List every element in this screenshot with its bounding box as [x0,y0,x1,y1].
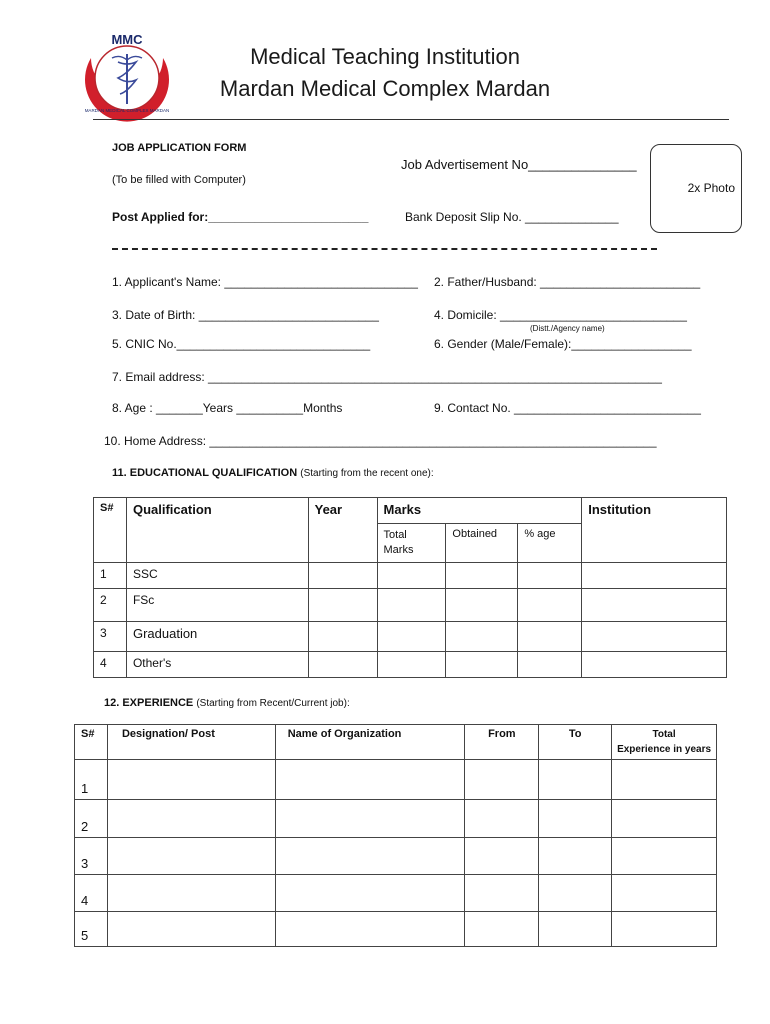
exp-cell-total[interactable] [612,760,717,800]
edu-cell-total[interactable] [377,589,446,622]
exp-cell-from[interactable] [465,760,539,800]
education-heading-sub: (Starting from the recent one): [300,468,434,479]
exp-header-total-line1: Total [652,729,676,740]
post-applied-field[interactable]: Post Applied for:________________________ [112,210,369,224]
exp-header-total-line2: Experience in years [617,744,712,755]
edu-row-qualification: SSC [126,563,308,589]
exp-header-to: To [539,725,612,760]
edu-row-sno: 1 [94,563,127,589]
logo-ring-text: MARDAN MEDICAL COMPLEX MARDAN [84,108,170,113]
exp-row-sno: 2 [75,800,108,838]
dashed-separator [112,248,657,250]
edu-row-sno: 2 [94,589,127,622]
edu-subheader-total: Total Marks [377,524,446,563]
exp-row-sno: 4 [75,875,108,912]
gender-field[interactable]: 6. Gender (Male/Female):__________________ [434,337,692,351]
exp-row-sno: 5 [75,912,108,947]
exp-cell-from[interactable] [465,875,539,912]
exp-cell-designation[interactable] [107,875,275,912]
exp-cell-total[interactable] [612,800,717,838]
education-heading-title: 11. EDUCATIONAL QUALIFICATION [112,467,298,479]
edu-row-qualification: Graduation [126,622,308,652]
exp-row-sno: 1 [75,760,108,800]
table-row [94,652,727,678]
exp-cell-designation[interactable] [107,800,275,838]
exp-header-organization: Name of Organization [275,725,465,760]
edu-cell-total[interactable] [377,622,446,652]
table-row [94,622,727,652]
edu-header-marks: Marks [377,498,582,524]
exp-cell-designation[interactable] [107,912,275,947]
exp-cell-from[interactable] [465,838,539,875]
edu-cell-year[interactable] [308,622,377,652]
exp-cell-total[interactable] [612,838,717,875]
exp-header-from: From [465,725,539,760]
job-advertisement-field[interactable]: Job Advertisement No_______________ [401,157,637,172]
edu-subheader-obtained: Obtained [446,524,518,563]
edu-cell-institution[interactable] [582,563,727,589]
photo-label: 2x Photo [687,181,735,195]
exp-header-total [612,725,717,760]
edu-cell-year[interactable] [308,589,377,622]
exp-cell-designation[interactable] [107,760,275,800]
table-row [94,589,727,622]
exp-header-designation: Designation/ Post [107,725,275,760]
exp-cell-to[interactable] [539,800,612,838]
edu-cell-obtained[interactable] [446,652,518,678]
edu-cell-total[interactable] [377,563,446,589]
edu-cell-obtained[interactable] [446,622,518,652]
domicile-field[interactable]: 4. Domicile: ____________________________ [434,308,687,322]
exp-cell-to[interactable] [539,760,612,800]
edu-header-qualification: Qualification [126,498,308,563]
exp-cell-organization[interactable] [275,800,465,838]
form-heading: JOB APPLICATION FORM [112,142,247,154]
exp-cell-organization[interactable] [275,760,465,800]
exp-cell-organization[interactable] [275,838,465,875]
edu-cell-institution[interactable] [582,589,727,622]
edu-row-sno: 3 [94,622,127,652]
education-header-row [94,498,727,524]
edu-cell-obtained[interactable] [446,589,518,622]
title-line-1: Medical Teaching Institution [250,44,520,69]
exp-row-sno: 3 [75,838,108,875]
header-rule [93,119,729,120]
experience-heading [104,697,350,709]
edu-header-year: Year [308,498,377,563]
education-table [93,497,727,678]
edu-cell-institution[interactable] [582,652,727,678]
edu-row-qualification: Other's [126,652,308,678]
experience-heading-sub: (Starting from Recent/Current job): [196,698,350,709]
exp-cell-organization[interactable] [275,875,465,912]
edu-cell-year[interactable] [308,652,377,678]
table-row [94,563,727,589]
education-heading [112,467,434,479]
exp-cell-organization[interactable] [275,912,465,947]
applicant-name-field[interactable]: 1. Applicant's Name: _____________________________ [112,275,418,289]
edu-cell-percent[interactable] [518,563,582,589]
table-row [75,912,717,947]
exp-cell-total[interactable] [612,912,717,947]
exp-cell-designation[interactable] [107,838,275,875]
edu-cell-percent[interactable] [518,652,582,678]
contact-field[interactable]: 9. Contact No. ____________________________ [434,401,701,415]
photo-box[interactable] [650,144,742,233]
age-field[interactable]: 8. Age : _______Years __________Months [112,401,343,415]
table-row [75,838,717,875]
edu-cell-total[interactable] [377,652,446,678]
experience-table [74,724,717,947]
cnic-field[interactable]: 5. CNIC No._____________________________ [112,337,371,351]
edu-header-sno: S# [94,498,127,563]
edu-header-institution: Institution [582,498,727,563]
edu-cell-percent[interactable] [518,589,582,622]
edu-subheader-percent: % age [518,524,582,563]
experience-heading-title: 12. EXPERIENCE [104,697,194,709]
form-note: (To be filled with Computer) [112,174,246,186]
edu-cell-year[interactable] [308,563,377,589]
table-row [75,800,717,838]
exp-cell-total[interactable] [612,875,717,912]
edu-row-qualification: FSc [126,589,308,622]
table-row [75,875,717,912]
exp-cell-to[interactable] [539,838,612,875]
exp-cell-from[interactable] [465,800,539,838]
father-husband-field[interactable]: 2. Father/Husband: ________________________ [434,275,701,289]
title-line-2: Mardan Medical Complex Mardan [219,76,551,101]
bank-deposit-field[interactable]: Bank Deposit Slip No. ______________ [405,210,619,224]
exp-header-sno: S# [75,725,108,760]
exp-cell-from[interactable] [465,912,539,947]
table-row [75,760,717,800]
edu-cell-obtained[interactable] [446,563,518,589]
email-field[interactable]: 7. Email address: ____________________________________________________________________ [112,370,662,384]
edu-cell-percent[interactable] [518,622,582,652]
home-address-field[interactable]: 10. Home Address: ___________________________________________________________________ [104,434,657,448]
edu-row-sno: 4 [94,652,127,678]
date-of-birth-field[interactable]: 3. Date of Birth: ___________________________ [112,308,379,322]
exp-cell-to[interactable] [539,875,612,912]
experience-header-row [75,725,717,760]
logo-text: MMC [111,32,143,47]
exp-cell-to[interactable] [539,912,612,947]
mmc-logo [74,22,180,128]
edu-cell-institution[interactable] [582,622,727,652]
domicile-note: (Distt./Agency name) [530,324,605,333]
